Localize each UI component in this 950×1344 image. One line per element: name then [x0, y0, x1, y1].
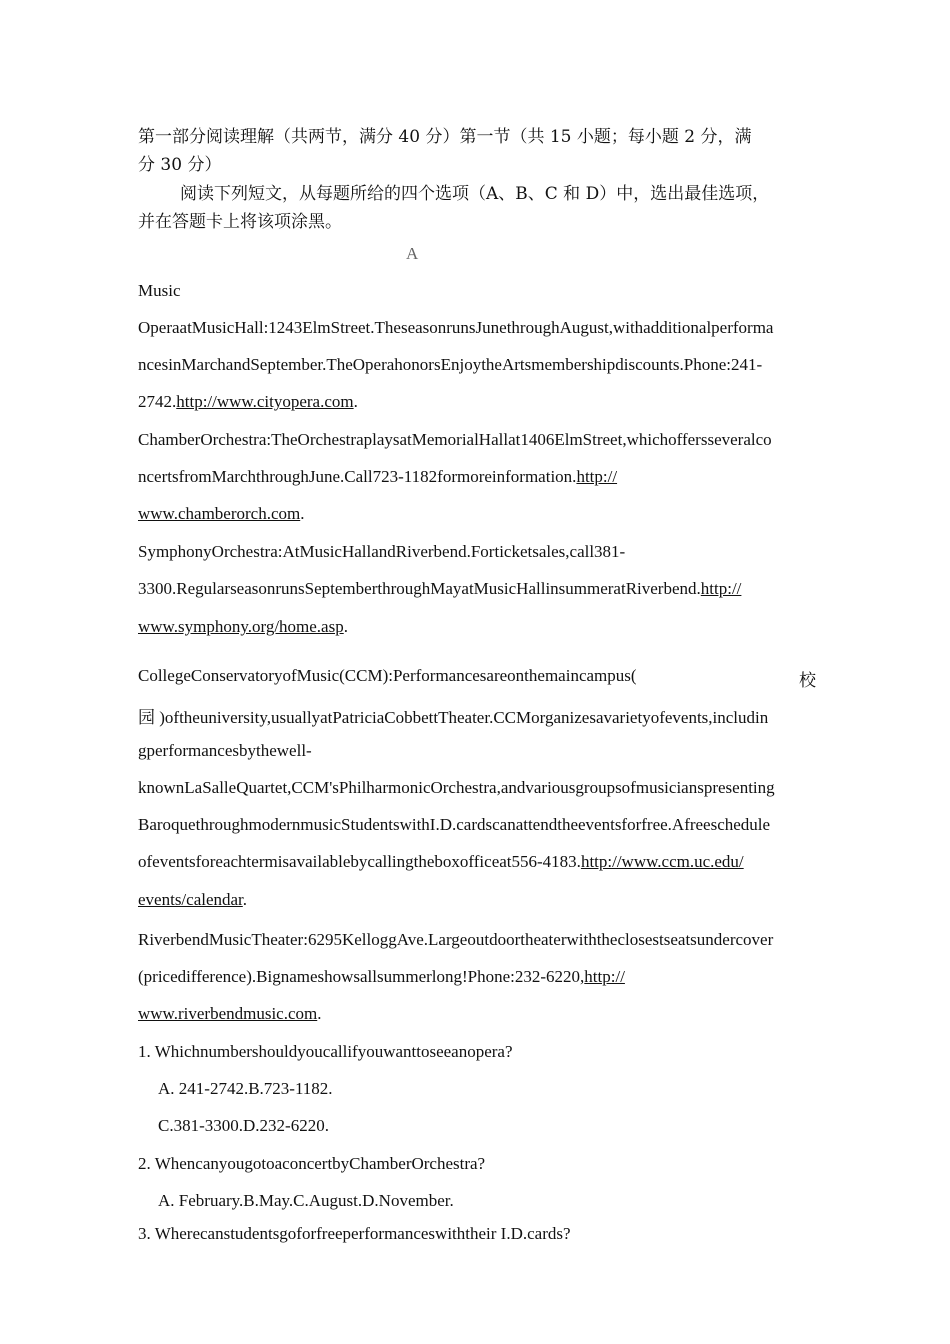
symphony-link-part-1[interactable]: http://	[700, 579, 742, 598]
question-2-stem: 2. WhencanyougotoaconcertbyChamberOrchestra?	[138, 1154, 486, 1173]
symphony-line-1: SymphonyOrchestra:AtMusicHallandRiverbend.Forticketsales,call381-	[138, 542, 626, 561]
opera-period: .	[353, 392, 358, 411]
ccm-period: .	[242, 890, 248, 909]
chamber-line-1: ChamberOrchestra:TheOrchestraplaysatMemorialHallat1406ElmStreet,whichoffersseveralco	[138, 430, 772, 449]
opera-line-3	[138, 392, 358, 412]
question-3-stem: 3. Wherecanstudentsgoforfreeperformanceswiththeir I.D.cards?	[138, 1224, 571, 1243]
ccm-line-1	[138, 666, 816, 691]
instruction-line-2: 并在答题卡上将该项涂黑。	[138, 212, 342, 232]
ccm-text-b: 校	[799, 671, 816, 691]
header-line-1: 第一部分阅读理解（共两节，满分 40 分）第一节（共 15 小题；每小题 2 分，满	[138, 127, 752, 147]
symphony-line-2	[138, 579, 741, 599]
chamber-line-2	[138, 467, 617, 487]
opera-link[interactable]: http://www.cityopera.com	[176, 392, 354, 411]
ccm-line-4: knownLaSalleQuartet,CCM'sPhilharmonicOrchestra,andvariousgroupsofmusicianspresenting	[138, 778, 775, 797]
chamber-link-part-1[interactable]: http://	[576, 467, 618, 486]
ccm-line-2: 园 )oftheuniversity,usuallyatPatriciaCobbettTheater.CCMorganizesavarietyofevents,includin	[138, 708, 769, 727]
riverbend-period: .	[317, 1004, 322, 1023]
riverbend-line-3	[138, 1004, 322, 1024]
opera-line-1: OperaatMusicHall:1243ElmStreet.TheseasonrunsJunethroughAugust,withadditionalperforma	[138, 318, 774, 337]
ccm-text-a: CollegeConservatoryofMusic(CCM):Performancesareonthemaincampus(	[138, 666, 637, 685]
question-2-options-row-1: A. February.B.May.C.August.D.November.	[158, 1191, 454, 1210]
section-label: A	[406, 244, 419, 263]
opera-line-2: ncesinMarchandSeptember.TheOperahonorsEnjoytheArtsmembershipdiscounts.Phone:241-	[138, 355, 763, 374]
chamber-link-part-2[interactable]: www.chamberorch.com	[138, 504, 301, 523]
ccm-line-3: gperformancesbythewell-	[138, 741, 312, 760]
passage-title: Music	[138, 281, 181, 300]
chamber-line-3	[138, 504, 304, 524]
question-1-options-row-2: C.381-3300.D.232-6220.	[158, 1116, 329, 1135]
ccm-line-5: BaroquethroughmodernmusicStudentswithI.D.cardscanattendtheeventsforfree.Afreeschedule	[138, 815, 771, 834]
riverbend-line-2	[138, 967, 625, 987]
riverbend-link-part-2[interactable]: www.riverbendmusic.com	[138, 1004, 318, 1023]
opera-phone-tail: 2742.	[138, 392, 177, 411]
ccm-line-7	[138, 890, 247, 910]
riverbend-line-1: RiverbendMusicTheater:6295KelloggAve.Largeoutdoortheaterwiththeclosestseatsundercover	[138, 930, 774, 949]
question-1-options-row-1: A. 241-2742.B.723-1182.	[158, 1079, 333, 1098]
header-line-2: 分 30 分）	[138, 155, 222, 175]
symphony-period: .	[343, 617, 348, 636]
symphony-line-3	[138, 617, 348, 637]
ccm-link-part-1[interactable]: http://www.ccm.uc.edu/	[580, 852, 744, 871]
riverbend-link-part-1[interactable]: http://	[584, 967, 625, 986]
instruction-line-1: 阅读下列短文，从每题所给的四个选项（A、B、C 和 D）中，选出最佳选项，	[180, 184, 770, 204]
chamber-text: ncertsfromMarchthroughJune.Call723-1182formoreinformation.	[138, 467, 577, 486]
riverbend-text: (pricedifference).Bignameshowsallsummerlong!Phone:232-6220,	[138, 967, 585, 986]
question-1-stem: 1. Whichnumbershouldyoucallifyouwanttoseeanopera?	[138, 1042, 513, 1061]
symphony-link-part-2[interactable]: www.symphony.org/home.asp	[138, 617, 344, 636]
chamber-period: .	[300, 504, 305, 523]
symphony-text: 3300.RegularseasonrunsSeptemberthroughMayatMusicHallinsummeratRiverbend.	[138, 579, 701, 598]
ccm-text-6: ofeventsforeachtermisavailablebycallingtheboxofficeat556-4183.	[138, 852, 581, 871]
ccm-line-6	[138, 852, 744, 872]
ccm-link-part-2[interactable]: events/calendar	[138, 890, 243, 909]
